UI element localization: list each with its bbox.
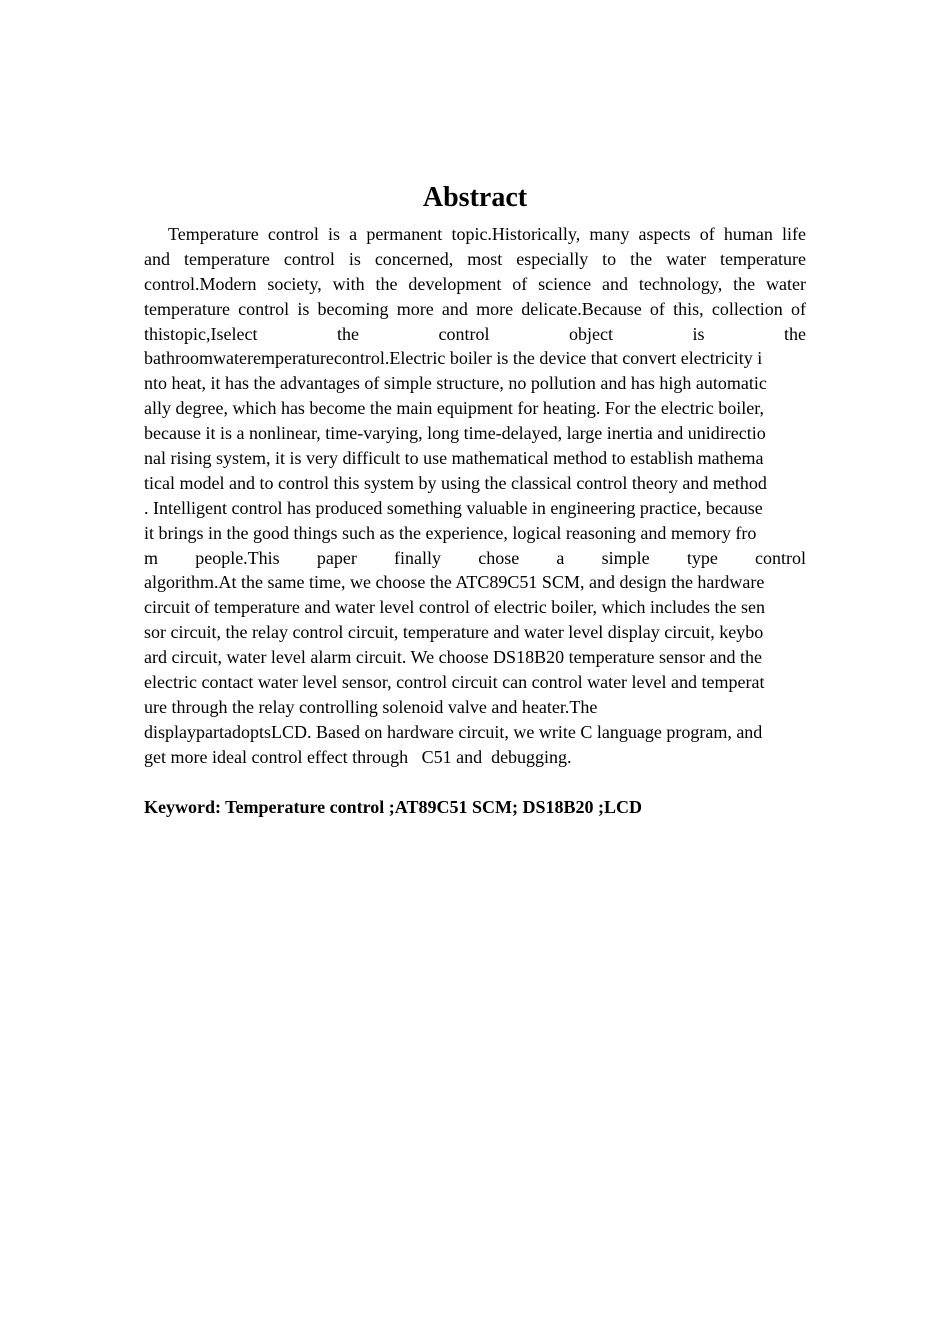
abstract-line: because it is a nonlinear, time-varying, long time-delayed, large inertia and unidirectio [144,423,766,444]
abstract-line: ure through the relay controlling solenoid valve and heater.The [144,696,598,717]
abstract-body [144,222,806,770]
abstract-line: m people.This paper finally chose a simple type control [144,547,806,568]
abstract-line: Temperature control is a permanent topic.Historically, many aspects of human life [168,224,806,244]
abstract-line: electric contact water level sensor, control circuit can control water level and temperat [144,672,765,693]
abstract-line: . Intelligent control has produced something valuable in engineering practice, because [144,497,763,518]
abstract-line: control.Modern society, with the development of science and technology, the water [144,273,806,294]
abstract-line: temperature control is becoming more and more delicate.Because of this, collection of [144,298,806,319]
abstract-line: ally degree, which has become the main equipment for heating. For the electric boiler, [144,398,765,419]
abstract-section [144,178,806,820]
abstract-line: ard circuit, water level alarm circuit. We choose DS18B20 temperature sensor and the [144,647,762,668]
abstract-line: it brings in the good things such as the experience, logical reasoning and memory fro [144,522,757,543]
page-title: Abstract [422,182,528,213]
abstract-line: thistopic,Iselect the control object is the [144,323,806,344]
keywords: Keyword: Temperature control ;AT89C51 SCM; DS18B20 ;LCD [144,796,642,817]
abstract-line: tical model and to control this system by using the classical control theory and method [144,472,767,493]
abstract-line: sor circuit, the relay control circuit, temperature and water level display circuit, keybo [144,622,764,643]
abstract-line: get more ideal control effect through C51 and debugging. [144,746,572,767]
abstract-line: nal rising system, it is very difficult to use mathematical method to establish mathema [144,448,764,469]
abstract-line: displaypartadoptsLCD. Based on hardware circuit, we write C language program, and [144,721,763,742]
abstract-line: circuit of temperature and water level control of electric boiler, which includes the sen [144,597,766,618]
abstract-line: nto heat, it has the advantages of simple structure, no pollution and has high automatic [144,373,767,394]
abstract-line: bathroomwateremperaturecontrol.Electric boiler is the device that convert electricity i [144,348,763,369]
abstract-line: and temperature control is concerned, most especially to the water temperature [144,248,806,269]
abstract-line: algorithm.At the same time, we choose the ATC89C51 SCM, and design the hardware [144,572,765,593]
